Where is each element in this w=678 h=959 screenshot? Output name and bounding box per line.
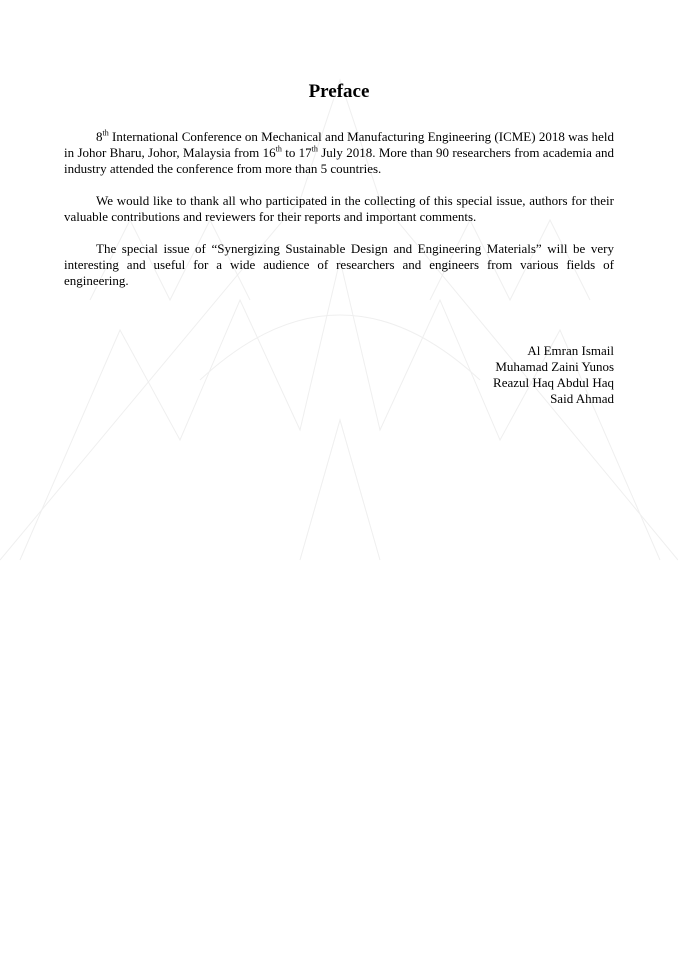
paragraph-special-issue: The special issue of “Synergizing Sustainable Design and Engineering Materials” will be very interesting and useful for a wide audience of researchers and engineers from various fields of engineering. xyxy=(64,241,614,288)
signatory-name: Said Ahmad xyxy=(550,391,614,406)
ordinal-suffix: th xyxy=(102,128,109,138)
ordinal-suffix: th xyxy=(275,144,282,154)
paragraph-text: International Conference on Mechanical and Manufacturing Engineering (ICME) 2018 was held in Johor Bharu, Johor, Malaysia from 16 xyxy=(64,129,614,160)
ordinal-suffix: th xyxy=(311,144,318,154)
paragraph-thanks: We would like to thank all who participated in the collecting of this special issue, authors for their valuable contributions and reviewers for their reports and important comments. xyxy=(64,193,614,224)
paragraph-conference-info xyxy=(64,129,614,177)
page-title: Preface xyxy=(308,81,370,102)
paragraph-text: July 2018. More than 90 researchers from academia and industry attended the conference from more than 5 countries. xyxy=(64,145,614,176)
signatories-block xyxy=(64,343,614,407)
signatory-name: Al Emran Ismail xyxy=(527,343,614,358)
paragraph-text: 8 xyxy=(96,129,103,144)
signatory-name: Reazul Haq Abdul Haq xyxy=(493,375,614,390)
paragraph-text: to 17 xyxy=(281,145,312,160)
preface-page xyxy=(64,80,614,407)
signatory-name: Muhamad Zaini Yunos xyxy=(495,359,614,374)
